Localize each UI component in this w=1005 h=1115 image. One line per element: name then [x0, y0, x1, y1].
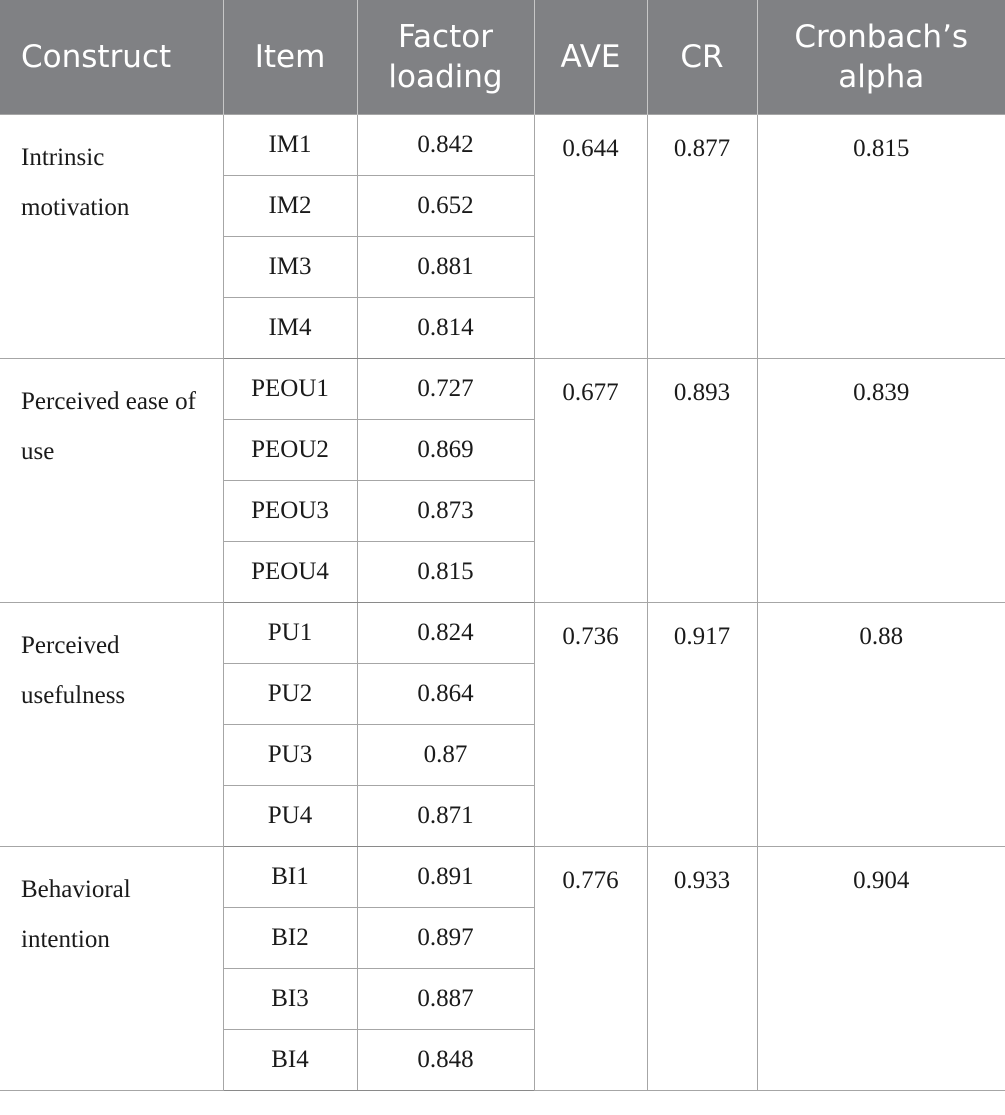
ave-cell: 0.644 — [534, 114, 647, 358]
factor-loading-cell: 0.848 — [357, 1029, 534, 1090]
factor-loading-cell: 0.814 — [357, 297, 534, 358]
construct-cell: Intrinsic motivation — [0, 114, 223, 358]
item-cell: BI2 — [223, 907, 357, 968]
item-cell: IM1 — [223, 114, 357, 175]
item-cell: PU4 — [223, 785, 357, 846]
construct-cell: Perceived usefulness — [0, 602, 223, 846]
table-row — [0, 358, 1005, 419]
table-body — [0, 114, 1005, 1090]
factor-loading-cell: 0.864 — [357, 663, 534, 724]
table-row — [0, 602, 1005, 663]
factor-loading-cell: 0.891 — [357, 846, 534, 907]
header-cr: CR — [647, 0, 757, 114]
item-cell: BI1 — [223, 846, 357, 907]
factor-loading-cell: 0.815 — [357, 541, 534, 602]
item-cell: BI4 — [223, 1029, 357, 1090]
ave-cell: 0.776 — [534, 846, 647, 1090]
header-factor-loading: Factor loading — [357, 0, 534, 114]
factor-loading-cell: 0.887 — [357, 968, 534, 1029]
cr-cell: 0.917 — [647, 602, 757, 846]
header-row — [0, 0, 1005, 114]
item-cell: PU2 — [223, 663, 357, 724]
item-cell: BI3 — [223, 968, 357, 1029]
item-cell: PEOU2 — [223, 419, 357, 480]
cronbachs-alpha-cell: 0.88 — [757, 602, 1005, 846]
cronbachs-alpha-cell: 0.839 — [757, 358, 1005, 602]
item-cell: PEOU3 — [223, 480, 357, 541]
table-row — [0, 114, 1005, 175]
item-cell: IM3 — [223, 236, 357, 297]
factor-loading-cell: 0.87 — [357, 724, 534, 785]
header-construct: Construct — [0, 0, 223, 114]
factor-loading-cell: 0.873 — [357, 480, 534, 541]
ave-cell: 0.677 — [534, 358, 647, 602]
cronbachs-alpha-cell: 0.904 — [757, 846, 1005, 1090]
item-cell: PU1 — [223, 602, 357, 663]
cronbachs-alpha-cell: 0.815 — [757, 114, 1005, 358]
item-cell: PEOU4 — [223, 541, 357, 602]
item-cell: IM2 — [223, 175, 357, 236]
item-cell: PEOU1 — [223, 358, 357, 419]
factor-loading-cell: 0.842 — [357, 114, 534, 175]
header-cronbachs-alpha: Cronbach’s alpha — [757, 0, 1005, 114]
factor-loading-cell: 0.897 — [357, 907, 534, 968]
item-cell: PU3 — [223, 724, 357, 785]
construct-cell: Behavioral intention — [0, 846, 223, 1090]
factor-loading-cell: 0.652 — [357, 175, 534, 236]
header-ave: AVE — [534, 0, 647, 114]
table-row — [0, 846, 1005, 907]
cr-cell: 0.933 — [647, 846, 757, 1090]
cr-cell: 0.893 — [647, 358, 757, 602]
factor-loading-cell: 0.871 — [357, 785, 534, 846]
factor-loading-cell: 0.869 — [357, 419, 534, 480]
factor-loading-cell: 0.824 — [357, 602, 534, 663]
cr-cell: 0.877 — [647, 114, 757, 358]
header-item: Item — [223, 0, 357, 114]
construct-cell: Perceived ease of use — [0, 358, 223, 602]
factor-loading-cell: 0.881 — [357, 236, 534, 297]
ave-cell: 0.736 — [534, 602, 647, 846]
factor-loading-cell: 0.727 — [357, 358, 534, 419]
item-cell: IM4 — [223, 297, 357, 358]
